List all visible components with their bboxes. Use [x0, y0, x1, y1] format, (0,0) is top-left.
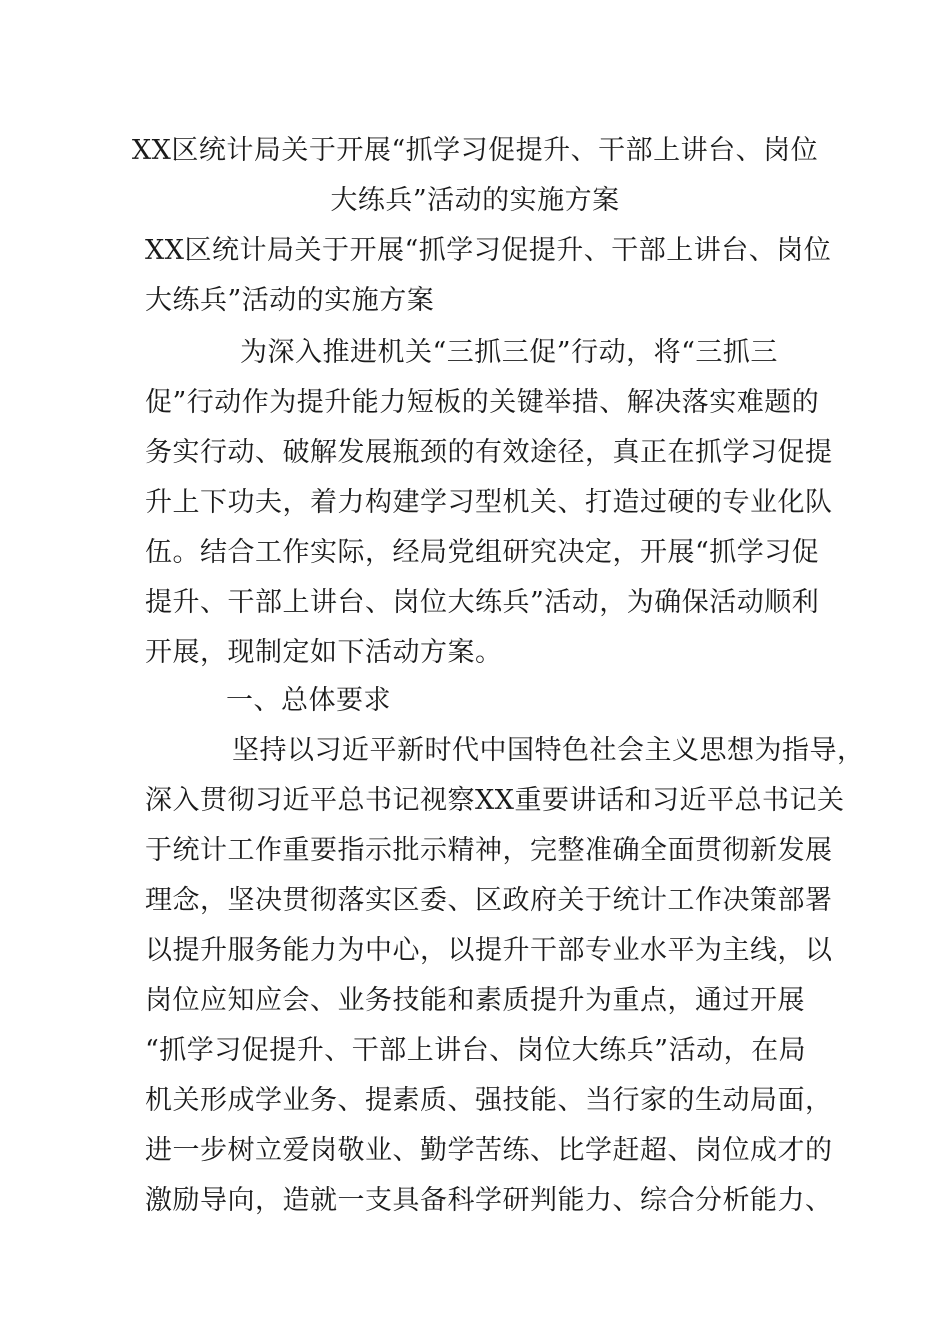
- intro-paragraph-line: 促”行动作为提升能力短板的关键举措、解决落实难题的: [145, 387, 820, 418]
- section-paragraph-line: 坚持以习近平新时代中国特色社会主义思想为指导，: [232, 735, 865, 766]
- section-paragraph-line: 于统计工作重要指示批示精神，完整准确全面贯彻新发展: [145, 835, 833, 866]
- document-title-line-1: XX区统计局关于开展“抓学习促提升、干部上讲台、岗位: [131, 135, 819, 166]
- section-paragraph-line: 进一步树立爱岗敬业、勤学苦练、比学赶超、岗位成才的: [145, 1135, 833, 1166]
- document-title-line-2: 大练兵”活动的实施方案: [330, 185, 620, 216]
- intro-paragraph-line: 务实行动、破解发展瓶颈的有效途径，真正在抓学习促提: [145, 437, 833, 468]
- intro-paragraph-line: 为深入推进机关“三抓三促”行动，将“三抓三: [240, 337, 778, 368]
- intro-paragraph-line: 开展，现制定如下活动方案。: [145, 637, 503, 668]
- section-paragraph-line: 以提升服务能力为中心，以提升干部专业水平为主线，以: [145, 935, 833, 966]
- intro-paragraph-line: 伍。结合工作实际，经局党组研究决定，开展“抓学习促: [145, 537, 820, 568]
- section-paragraph-line: “抓学习促提升、干部上讲台、岗位大练兵”活动，在局: [145, 1035, 807, 1066]
- document-subtitle-line-1: XX区统计局关于开展“抓学习促提升、干部上讲台、岗位: [145, 235, 832, 266]
- document-subtitle-line-2: 大练兵”活动的实施方案: [145, 285, 435, 316]
- section-heading: 一、总体要求: [226, 685, 391, 716]
- section-paragraph-line: 岗位应知应会、业务技能和素质提升为重点，通过开展: [145, 985, 805, 1016]
- section-paragraph-line: 激励导向，造就一支具备科学研判能力、综合分析能力、: [145, 1185, 833, 1216]
- intro-paragraph-line: 提升、干部上讲台、岗位大练兵”活动，为确保活动顺利: [145, 587, 820, 618]
- section-paragraph-line: 理念，坚决贯彻落实区委、区政府关于统计工作决策部署: [145, 885, 833, 916]
- section-paragraph-line: 机关形成学业务、提素质、强技能、当行家的生动局面，: [145, 1085, 833, 1116]
- intro-paragraph-line: 升上下功夫，着力构建学习型机关、打造过硬的专业化队: [145, 487, 833, 518]
- section-paragraph-line: 深入贯彻习近平总书记视察XX重要讲话和习近平总书记关: [145, 785, 845, 816]
